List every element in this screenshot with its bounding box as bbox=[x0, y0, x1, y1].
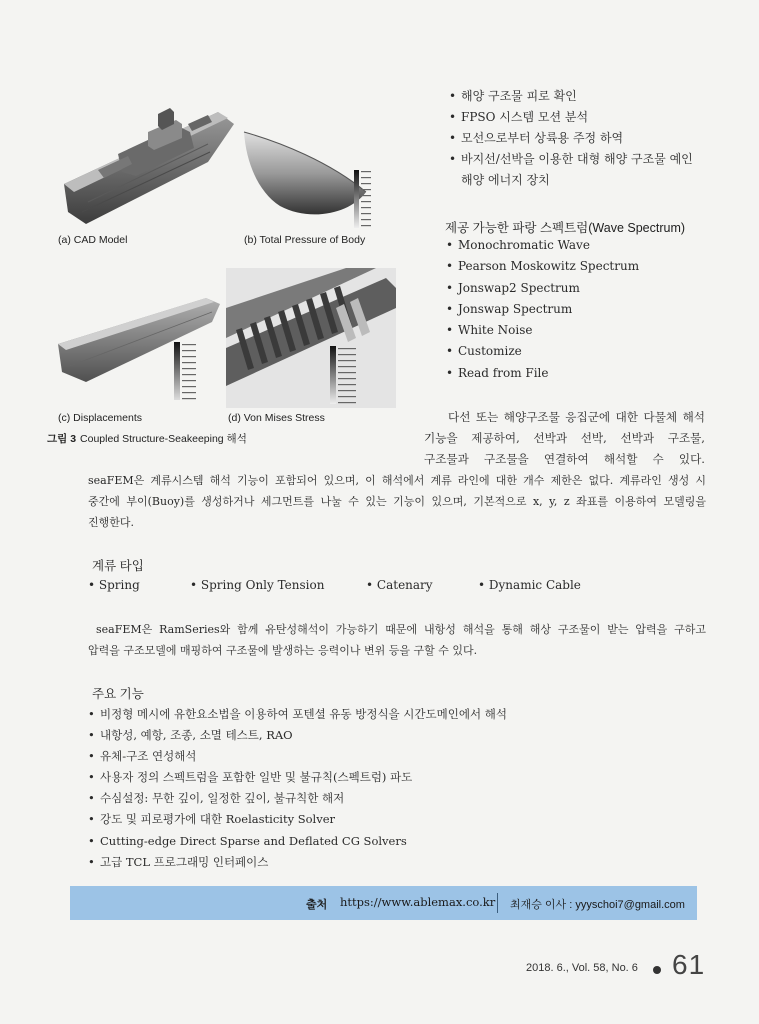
list-item: • Customize bbox=[446, 341, 639, 362]
issue-info: 2018. 6., Vol. 58, No. 6 bbox=[526, 962, 638, 974]
wave-spectrum-list bbox=[446, 235, 639, 384]
main-features-list bbox=[88, 704, 507, 873]
source-link[interactable]: https://www.ablemax.co.kr bbox=[340, 895, 496, 909]
list-item: • Read from File bbox=[446, 363, 639, 384]
list-item: • Monochromatic Wave bbox=[446, 235, 639, 256]
figure-title-text: Coupled Structure-Seakeeping 해석 bbox=[80, 433, 247, 445]
list-item: • Jonswap2 Spectrum bbox=[446, 278, 639, 299]
source-divider bbox=[497, 893, 498, 913]
list-item: • Jonswap Spectrum bbox=[446, 299, 639, 320]
application-list bbox=[449, 86, 693, 191]
footer-dot bbox=[653, 966, 661, 974]
caption-d: (d) Von Mises Stress bbox=[228, 412, 325, 424]
source-bar bbox=[70, 886, 697, 920]
mooring-type-heading: 계류 타입 bbox=[92, 559, 144, 573]
list-item: • Dynamic Cable bbox=[478, 578, 581, 592]
list-item: • 비정형 메시에 유한요소법을 이용하여 포텐셜 유동 방정식을 시간도메인에서 해석 bbox=[88, 704, 507, 725]
figure-label: 그림 3 bbox=[47, 433, 77, 445]
list-item: • Catenary bbox=[366, 578, 433, 592]
mooring-paragraph: seaFEM은 계류시스템 해석 기능이 포함되어 있으며, 이 해석에서 계류 라인에 대한 개수 제한은 없다. 계류라인 생성 시 중간에 부이(Buoy)를 생성하거나 세그먼트를 나눌 수 있는 기능이 있으며, 기본적으로 x, y, z 좌표를 이용하여 모델링을 진행한다. bbox=[88, 474, 706, 529]
figure-von-mises-stress bbox=[226, 268, 396, 408]
list-item: • 모선으로부터 상륙용 주정 하역 bbox=[449, 128, 693, 149]
figure-displacements bbox=[56, 290, 224, 408]
list-item: • 강도 및 피로평가에 대한 Roelasticity Solver bbox=[88, 809, 507, 830]
caption-c: (c) Displacements bbox=[58, 412, 143, 424]
list-item: • Cutting-edge Direct Sparse and Deflated CG Solvers bbox=[88, 831, 507, 852]
author-contact: 최재승 이사 : yyyschoi7@gmail.com bbox=[510, 899, 685, 911]
list-item: • 사용자 정의 스펙트럼을 포함한 일반 및 불규칙(스펙트럼) 파도 bbox=[88, 767, 507, 788]
figure-cad-model bbox=[58, 84, 236, 232]
caption-b: (b) Total Pressure of Body bbox=[244, 234, 366, 246]
list-item: • 내항성, 예항, 조종, 소멸 테스트, RAO bbox=[88, 725, 507, 746]
list-item: • 해양 구조물 피로 확인 bbox=[449, 86, 693, 107]
list-item-continuation: 해양 에너지 장치 bbox=[461, 173, 550, 187]
source-label: 출처 bbox=[306, 899, 328, 911]
list-item: • FPSO 시스템 모션 분석 bbox=[449, 107, 693, 128]
multibody-paragraph: 다선 또는 해양구조물 응집군에 대한 다물체 해석 기능을 제공하여, 선박과 선박, 선박과 구조물, 구조물과 구조물을 연결하여 해석할 수 있다. bbox=[424, 410, 705, 466]
list-item: • 유체-구조 연성해석 bbox=[88, 746, 507, 767]
list-item: • Pearson Moskowitz Spectrum bbox=[446, 256, 639, 277]
list-item: • White Noise bbox=[446, 320, 639, 341]
caption-a: (a) CAD Model bbox=[58, 234, 128, 246]
list-item: • 수심설정: 무한 깊이, 일정한 깊이, 불규칙한 해저 bbox=[88, 788, 507, 809]
list-item: • 고급 TCL 프로그래밍 인터페이스 bbox=[88, 852, 507, 873]
list-item: • Spring bbox=[88, 578, 140, 592]
figure-total-pressure bbox=[240, 122, 380, 230]
figure-title bbox=[47, 431, 247, 446]
hydroelastic-paragraph: seaFEM은 RamSeries와 함께 유탄성해석이 가능하기 때문에 내항성 해석을 통해 해상 구조물이 받는 압력을 구하고 압력을 구조모델에 매핑하여 구조물에 발생하는 응력이나 변위 등을 구할 수 있다. bbox=[88, 623, 706, 657]
page-number: 61 bbox=[672, 949, 706, 980]
main-features-heading: 주요 기능 bbox=[92, 687, 144, 701]
list-item: • Spring Only Tension bbox=[190, 578, 325, 592]
wave-spectrum-heading: 제공 가능한 파랑 스펙트럼(Wave Spectrum) bbox=[445, 221, 686, 235]
list-item: • 바지선/선박을 이용한 대형 해양 구조물 예인 해양 에너지 장치 bbox=[449, 149, 693, 191]
